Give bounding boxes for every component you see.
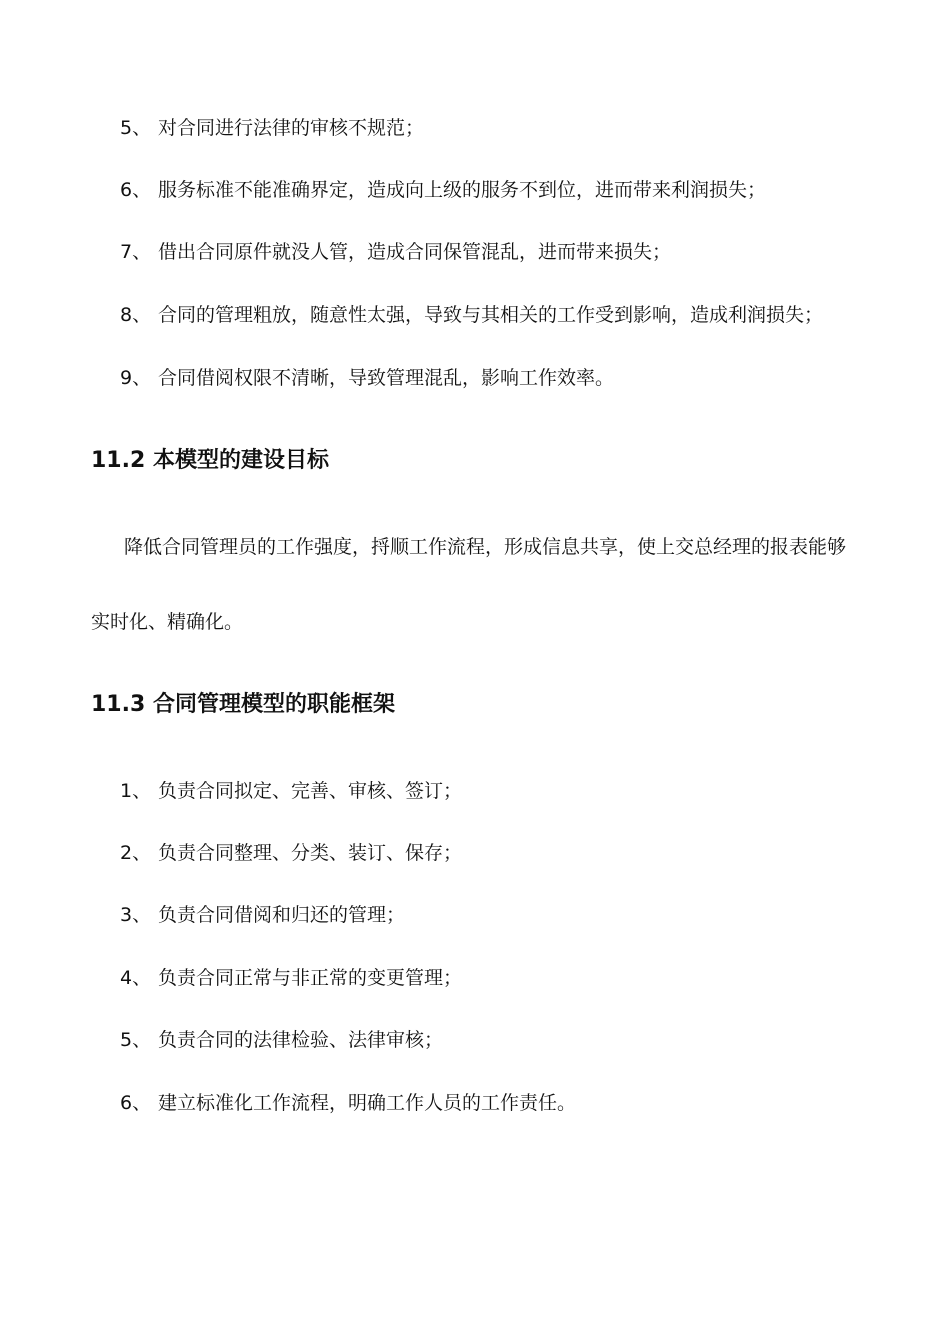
list-item-text: 负责合同整理、分类、装订、保存；	[158, 842, 463, 864]
list-item-text: 负责合同的法律检验、法律审核；	[158, 1029, 444, 1051]
list-item-text: 合同的管理粗放，随意性太强，导致与其相关的工作受到影响，造成利润损失；	[158, 304, 824, 326]
list-item-text: 服务标准不能准确界定，造成向上级的服务不到位，进而带来利润损失；	[158, 179, 767, 201]
list-item-number: 1、	[120, 780, 152, 802]
list-item-number: 7、	[120, 241, 152, 263]
list-item-text: 借出合同原件就没人管，造成合同保管混乱，进而带来损失；	[158, 241, 672, 263]
paragraph-line-1: 降低合同管理员的工作强度，捋顺工作流程，形成信息共享，使上交总经理的报表能够	[124, 536, 847, 558]
list-item-number: 6、	[120, 179, 152, 201]
list-item-number: 6、	[120, 1092, 152, 1114]
list-item-text: 建立标准化工作流程，明确工作人员的工作责任。	[158, 1092, 577, 1114]
list-item-number: 8、	[120, 304, 152, 326]
list-item-number: 5、	[120, 117, 152, 139]
paragraph-line-2: 实时化、精确化。	[91, 611, 244, 633]
list-item-number: 4、	[120, 967, 152, 989]
list-item-text: 负责合同拟定、完善、审核、签订；	[158, 780, 463, 802]
list-item-text: 对合同进行法律的审核不规范；	[158, 117, 425, 139]
list-item-text: 合同借阅权限不清晰，导致管理混乱，影响工作效率。	[158, 367, 615, 389]
list-item-number: 9、	[120, 367, 152, 389]
list-item-number: 3、	[120, 904, 152, 926]
list-item-text: 负责合同借阅和归还的管理；	[158, 904, 406, 926]
list-item-number: 5、	[120, 1029, 152, 1051]
section-heading-11-3: 11.3 合同管理模型的职能框架	[91, 692, 395, 717]
section-heading-11-2: 11.2 本模型的建设目标	[91, 448, 329, 473]
list-item-number: 2、	[120, 842, 152, 864]
list-item-text: 负责合同正常与非正常的变更管理；	[158, 967, 463, 989]
